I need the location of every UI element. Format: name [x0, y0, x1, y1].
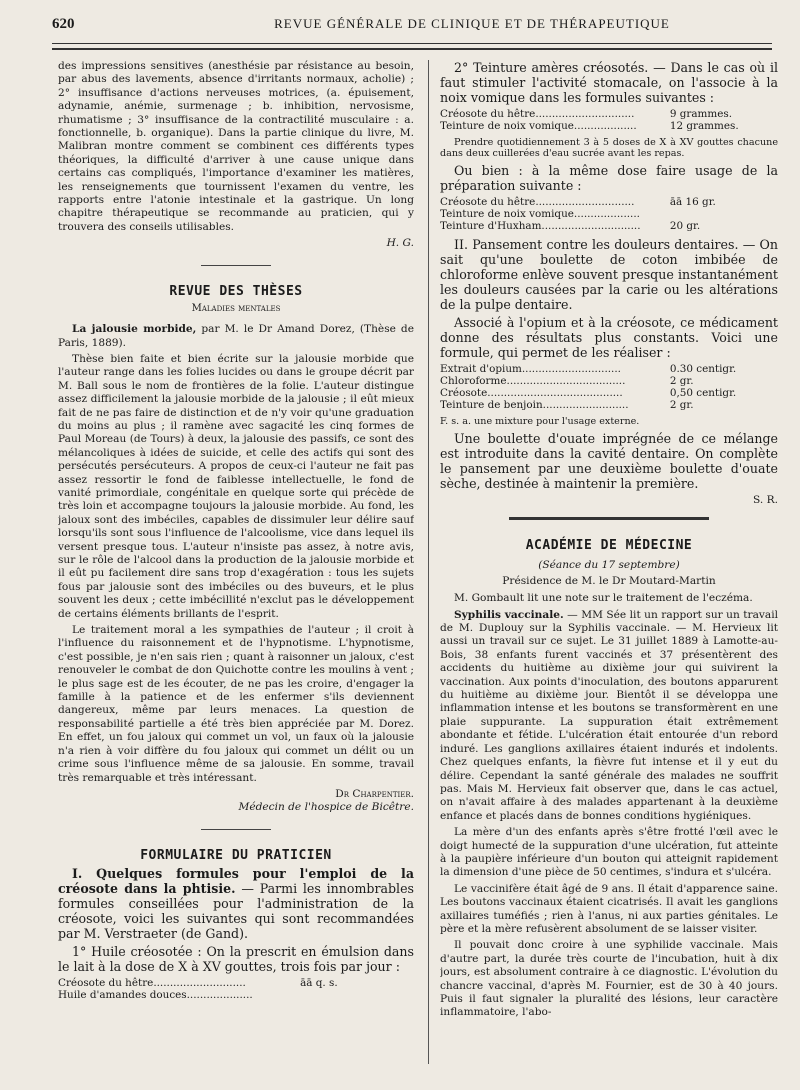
formula-qty [300, 989, 414, 1001]
jalousie-paragraph-2: Le traitement moral a les sympathies de l'auteur ; il croit à l'influence du raisonnement et de l'hypnotisme. L'hypnotisme, c'est possible, je n'en sais rien ; quant à raisonner un jaloux, c'est renouveler le combat de don Quichotte contre les moulins à vent ; le plus sage est de les écouter, de ne pas les croire, d'engager la famille à la patience et de les enfermer s'ils deviennent dangereux, même par leurs menaces. La question de responsabilité partielle a été très bien appréciée par M. Dorez. En effet, un fou jaloux qui commet un vol, un faux où la jalousie n'a rien à voir diffère du fou jaloux qui commet un délit ou un crime sous l'influence même de sa jalousie. En somme, travail très remarquable et très intéressant. [58, 624, 414, 784]
conclusion-paragraph: Il pouvait donc croire à une syphilide vaccinale. Mais d'autre part, la durée très courte de l'incubation, huit à dix jours, est absolument contraire à ce diagnostic. L'évolution du chancre vaccinal, d'après M. Fournier, est de 30 à 40 jours. Puis il faut signaler la pluralité des lésions, leur caractère inflammatoire, l'abo- [440, 939, 778, 1019]
formula-qty: 0.30 centigr. [669, 363, 737, 375]
teinture-heading: 2° Teinture amères créosotés. [454, 60, 649, 75]
creosote-heading: I. Quelques formules pour l'emploi de la créosote dans la phtisie. [58, 865, 414, 896]
formula-item: Créosote......................................... [440, 387, 623, 399]
formula-item: Créosote du hêtre.............................. [440, 196, 635, 208]
associe-paragraph: Associé à l'opium et à la créosote, ce médicament donne des résultats plus constants. Voici une formule, qui permet de les réaliser : [440, 315, 778, 360]
page-number: 620 [52, 16, 75, 32]
formula-qty: 20 gr. [669, 220, 701, 232]
left-column [58, 60, 414, 1070]
seance-date: (Séance du 17 septembre) [538, 559, 680, 572]
jalousie-reference: par M. le Dr Amand Dorez, (Thèse de Paris, 1889). [58, 323, 414, 349]
formula-qty: āā 16 gr. [669, 196, 716, 208]
ou-bien-paragraph: Ou bien : à la même dose faire usage de la préparation suivante : [440, 163, 778, 193]
teinture-paragraph [440, 60, 778, 105]
pansement-text: — On sait qu'une boulette de coton imbibée de chloroforme enlève souvent presque instantanément les douleurs causées par la carie ou les altérations de la pulpe dentaire. [440, 237, 778, 312]
formula-row [58, 989, 414, 1001]
pansement-paragraph [440, 237, 778, 312]
syphilis-text: — MM Sée lit un rapport sur un travail de M. Duplouy sur la Syphilis vaccinale. — M. Hervieux lit aussi un travail sur ce sujet. Le 31 juillet 1889 à Lamotte-au-Bois, 38 enfants furent vaccinés et 37 présentèrent des accidents du huitième au dixième jour qui suivirent la vaccination. Aux points d'inoculation, des boutons apparurent du huitième au dixième jour. Bientôt il se développa une inflammation intense et les boutons se transformèrent en une plaie suppurante. La suppuration était extrêmement abondante et fétide. L'ulcération était entourée d'un rebord induré. Les ganglions axillaires étaient indurés et indolents. Chez quelques enfants, la fièvre fut intense et il y eut du délire. Cependant la santé générale des malades ne souffrit pas. Mais M. Hervieux fait observer que, dans le cas actuel, on n'avait affaire à des malades appartenant à la deuxième enfance et placés dans de bonnes conditions hygiéniques. [440, 608, 778, 822]
formula-qty [670, 208, 778, 220]
formula-qty: 0,50 centigr. [669, 387, 737, 399]
formula-item: Teinture de benjoin.......................... [440, 399, 629, 411]
dental-formula [440, 363, 778, 411]
formula-row [440, 108, 778, 120]
charpentier-signature: Dr Charpentier. [335, 787, 414, 800]
charpentier-affiliation: Médecin de l'hospice de Bicêtre. [238, 801, 414, 814]
theses-subtitle: Maladies mentales [191, 302, 281, 314]
boulette-paragraph: Une boulette d'ouate imprégnée de ce mélange est introduite dans la cavité dentaire. On complète le pansement par une deuxième boulette d'ouate sèche, destinée à maintenir la première. [440, 431, 778, 491]
formula-item: Chloroforme.................................... [440, 375, 626, 387]
formula-qty: 9 grammes. [669, 108, 733, 120]
formula-row [440, 375, 778, 387]
pansement-heading: II. Pansement contre les douleurs dentaires. [454, 237, 739, 252]
jalousie-heading: La jalousie morbide, [72, 323, 197, 336]
formula-item: Huile d'amandes douces.................... [58, 988, 253, 1001]
teinture-note: Prendre quotidiennement 3 à 5 doses de X à XV gouttes chacune dans deux cuillerées d'eau sucrée avant les repas. [440, 137, 778, 159]
formula-qty: 2 gr. [669, 375, 694, 387]
presidence-line: Présidence de M. le Dr Moutard-Martin [502, 574, 716, 587]
jalousie-paragraph-1: Thèse bien faite et bien écrite sur la jalousie morbide que l'auteur range dans les folies lucides ou dans le groupe décrit par M. Ball sous le nom de frontières de la folie. L'auteur distingue assez difficilement la jalousie morbide de la jalousie ; il eût mieux fait de ne pas faire de distinction et de n'y voir qu'une graduation du moins au plus ; il ramène avec sagacité les cinq formes de Paul Moreau (de Tours) à deux, la jalousie des passifs, ce sont des mélancoliques à idées de suicide, et celle des actifs qui sont des persécutés persécuteurs. A propos de ceux-ci l'auteur ne fait pas assez ressortir le fond de faiblesse intellectuelle, le fond de vanité primordiale, congénitale en quelque sorte qui précède de très loin et accompagne toujours la jalousie morbide. Au fond, les jaloux sont des imbéciles, capables de dissimuler leur délire sauf lorsqu'ils sont sous l'influence de l'alcoolisme, vice dans lequel ils versent presque tous. L'auteur n'insiste pas assez, à notre avis, sur le rôle de l'alcool dans la production de la jalousie morbide et il eût pu facilement dire sans trop d'exagération : tous les sujets fous par jalousie sont des imbéciles ou des buveurs, et le plus souvent les deux ; cette imbécillité n'exclut pas le développement de certains éléments brillants de l'esprit. [58, 352, 414, 620]
huile-text: : On la prescrit en émulsion dans le lait à la dose de X à XV gouttes, trois fois par jour : [58, 943, 414, 974]
separator [201, 265, 271, 266]
formula-row [440, 196, 778, 208]
dental-note: F. s. a. une mixture pour l'usage externe. [440, 416, 640, 427]
teinture-text: — Dans le cas où il faut stimuler l'activité stomacale, on l'associe à la noix vomique dans les formules suivantes : [440, 60, 778, 105]
vaccinifere-paragraph: Le vaccinifère était âgé de 9 ans. Il était d'apparence saine. Les boutons vaccinaux étaient cicatrisés. Il avait les ganglions axillaires tuméfiés ; rien à l'anus, ni aux parties génitales. Le père et la mère refusèrent absolument de se laisser visiter. [440, 882, 778, 935]
formula-row [58, 977, 414, 989]
formula-item: Créosote du hêtre.............................. [440, 108, 635, 120]
boulette-signature: S. R. [753, 494, 778, 506]
separator [201, 829, 271, 830]
formula-row [440, 399, 778, 411]
page-header [52, 12, 772, 40]
column-divider [428, 60, 429, 1064]
formula-row [440, 387, 778, 399]
syphilis-paragraph [440, 609, 778, 824]
formula-qty: 2 gr. [669, 399, 694, 411]
creosote-paragraph [58, 866, 414, 941]
formula-qty: 12 grammes. [669, 120, 739, 132]
formula-item: Créosote du hêtre............................ [58, 976, 246, 989]
right-column [440, 60, 778, 1070]
separator-bold [509, 517, 709, 520]
huile-paragraph [58, 944, 414, 974]
teinture-formula [440, 108, 778, 132]
formula-item: Teinture de noix vomique................... [440, 120, 637, 132]
formula-row [440, 208, 778, 220]
header-rule-bold [52, 48, 772, 50]
header-rule [52, 43, 772, 44]
formula-qty: āā q. s. [300, 976, 338, 989]
running-title: REVUE GÉNÉRALE DE CLINIQUE ET DE THÉRAPEUTIQUE [274, 16, 670, 31]
formula-row [440, 220, 778, 232]
creosote-intro: — Parmi les innombrables formules conseillées pour l'administration de la créosote, voici les suivantes qui sont recommandées par M. Verstraeter (de Gand). [58, 880, 414, 941]
formula-item: Teinture de noix vomique.................... [440, 208, 640, 220]
theses-section-title: REVUE DES THÈSES [169, 283, 303, 299]
intro-paragraph: des impressions sensitives (anesthésie par résistance au besoin, par abus des lavements, absence d'irritants normaux, acholie) ; 2° insuffisance d'actions nerveuses motrices, (a. épuisement, adynamie, anémie, surmenage ; b. inhibition, nervosisme, rhumatisme ; 3° insuffisance de la contractilité musculaire : a. fonctionnelle, b. organique). Dans la partie clinique du livre, M. Malibran montre comment se combinent ces différents types théoriques, la difficulté d'arriver à une cause unique dans certains cas compliqués, l'importance d'examiner les matières, les renseignements que tournissent l'examen du ventre, les rapports entre l'atonie intestinale et la gastrique. Un long chapitre thérapeutique se recommande au praticien, qui y trouvera des conseils utilisables. [58, 60, 414, 233]
academie-section-title: ACADÉMIE DE MÉDECINE [525, 538, 693, 554]
formula-row [440, 363, 778, 375]
jalousie-heading-paragraph [58, 323, 414, 350]
formula-item: Teinture d'Huxham.............................. [440, 220, 641, 232]
gombault-paragraph: M. Gombault lit une note sur le traitement de l'eczéma. [454, 592, 753, 605]
huile-formula [58, 977, 414, 1001]
formula-item: Extrait d'opium.............................. [440, 363, 621, 375]
huile-heading: 1° Huile créosotée [72, 943, 193, 959]
intro-signature: H. G. [386, 237, 414, 250]
mere-paragraph: La mère d'un des enfants après s'être frotté l'œil avec le doigt humecté de la suppuration d'une ulcération, fut atteinte à la paupière inférieure d'un bouton qui atteignit rapidement la dimension d'une pièce de 50 centimes, s'indura et s'ulcéra. [440, 826, 778, 879]
second-formula [440, 196, 778, 232]
syphilis-heading: Syphilis vaccinale. [454, 608, 564, 621]
formula-row [440, 120, 778, 132]
formulaire-section-title: FORMULAIRE DU PRATICIEN [140, 847, 332, 863]
